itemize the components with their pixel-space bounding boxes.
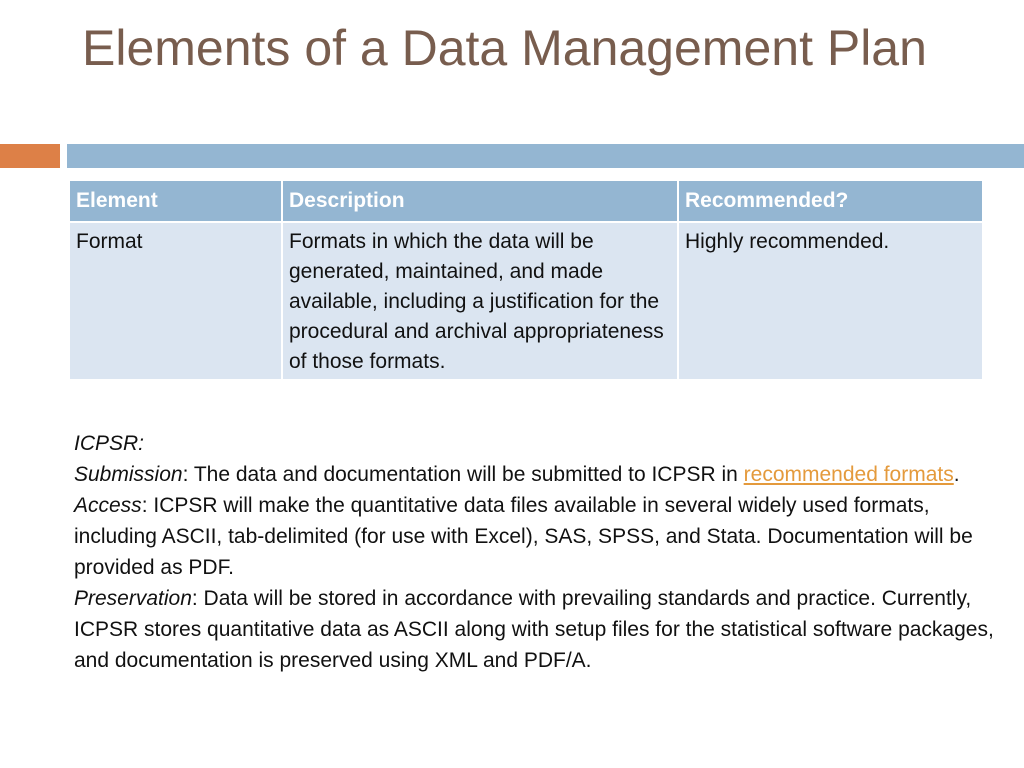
cell-description: Formats in which the data will be generated, maintained, and made available, including a justification for the procedural and archival appropriateness of those formats. (282, 222, 678, 380)
dmp-elements-table (68, 179, 984, 381)
icpsr-heading: ICPSR: (74, 432, 145, 455)
recommended-formats-link[interactable]: recommended formats (743, 463, 954, 486)
slide-title: Elements of a Data Management Plan (82, 20, 927, 76)
blue-accent-bar (67, 144, 1024, 168)
table-header-row (69, 180, 983, 222)
cell-recommended: Highly recommended. (678, 222, 983, 380)
header-description: Description (282, 180, 678, 222)
access-label: Access (74, 494, 142, 517)
access-text: : ICPSR will make the quantitative data files available in several widely used formats, including ASCII, tab-delimited (for use with Excel), SAS, SPSS, and Stata. Documentation will be provided as PDF. (74, 494, 973, 579)
table-row (69, 222, 983, 380)
orange-accent-bar (0, 144, 60, 168)
icpsr-paragraph (74, 428, 994, 676)
submission-label: Submission (74, 463, 183, 486)
header-recommended: Recommended? (678, 180, 983, 222)
header-element: Element (69, 180, 282, 222)
preservation-text: : Data will be stored in accordance with prevailing standards and practice. Currently, ICPSR stores quantitative data as ASCII along with setup files for the statistical software packages, and documentation is preserved using XML and PDF/A. (74, 587, 994, 672)
cell-element: Format (69, 222, 282, 380)
preservation-label: Preservation (74, 587, 192, 610)
after-link-text: . (953, 463, 960, 486)
submission-text: : The data and documentation will be submitted to ICPSR in (182, 463, 744, 486)
